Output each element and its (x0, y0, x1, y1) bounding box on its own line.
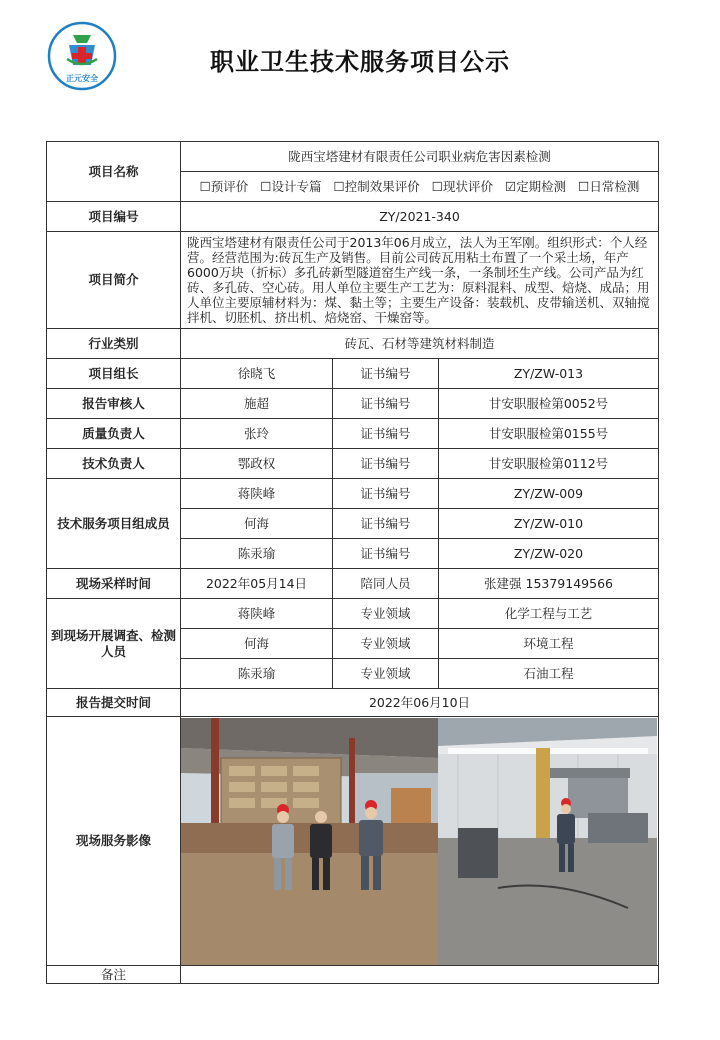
cert-number: ZY/ZW-010 (439, 509, 659, 539)
cert-number: 甘安职服检第0052号 (439, 389, 659, 419)
cert-label: 证书编号 (333, 449, 439, 479)
members-label: 技术服务项目组成员 (47, 479, 181, 569)
inspector-name: 蒋陕峰 (181, 599, 333, 629)
cert-label: 证书编号 (333, 359, 439, 389)
industry-label: 行业类别 (47, 329, 181, 359)
role-name: 徐晓飞 (181, 359, 333, 389)
project-type-checkboxes (181, 172, 659, 202)
checkbox-control-effect: ☐控制效果评价 (333, 178, 420, 194)
inspector-name: 何海 (181, 629, 333, 659)
inspector-name: 陈汞瑜 (181, 659, 333, 689)
industry-value: 砖瓦、石材等建筑材料制造 (181, 329, 659, 359)
site-photos (181, 717, 659, 966)
field-label: 专业领域 (333, 659, 439, 689)
cert-label: 证书编号 (333, 419, 439, 449)
cert-label: 证书编号 (333, 509, 439, 539)
page-title: 职业卫生技术服务项目公示 (210, 48, 510, 76)
role-label: 报告审核人 (47, 389, 181, 419)
role-name: 张玲 (181, 419, 333, 449)
field-label: 专业领域 (333, 599, 439, 629)
cert-label: 证书编号 (333, 479, 439, 509)
site-photo-workers (181, 718, 438, 965)
logo-text: 正元安全 (66, 74, 98, 83)
project-number: ZY/2021-340 (181, 202, 659, 232)
sampling-time-label: 现场采样时间 (47, 569, 181, 599)
checkbox-daily-detection: ☐日常检测 (578, 178, 640, 194)
cert-number: 甘安职服检第0112号 (439, 449, 659, 479)
companion-label: 陪同人员 (333, 569, 439, 599)
checkbox-design-chapter: ☐设计专篇 (260, 178, 322, 194)
remarks-label: 备注 (47, 966, 181, 984)
cert-number: ZY/ZW-013 (439, 359, 659, 389)
field-value: 环境工程 (439, 629, 659, 659)
cert-number: ZY/ZW-020 (439, 539, 659, 569)
sampling-date: 2022年05月14日 (181, 569, 333, 599)
site-photos-label: 现场服务影像 (47, 717, 181, 966)
cert-label: 证书编号 (333, 539, 439, 569)
project-intro: 陇西宝塔建材有限责任公司于2013年06月成立，法人为王军刚。组织形式：个人经营。经营范围为:砖瓦生产及销售。目前公司砖瓦用粘土布置了一个采土场，年产6000万块（折标）多孔砖新型隧道窑生产线一条，一条制坯生产线。公司产品为红砖、多孔砖、空心砖。用人单位主要生产工艺为：原料混料、成型、焙烧、成品；用人单位主要原辅材料为：煤、黏土等；主要生产设备：装载机、皮带输送机、双轴搅拌机、切胚机、挤出机、焙烧窑、干燥窑等。 (181, 232, 659, 329)
project-number-label: 项目编号 (47, 202, 181, 232)
cert-label: 证书编号 (333, 389, 439, 419)
field-value: 化学工程与工艺 (439, 599, 659, 629)
member-name: 陈汞瑜 (181, 539, 333, 569)
checkbox-periodic-detection: ☑定期检测 (504, 178, 567, 194)
checkbox-status-evaluation: ☐现状评价 (431, 178, 493, 194)
report-date: 2022年06月10日 (181, 689, 659, 717)
project-name: 陇西宝塔建材有限责任公司职业病危害因素检测 (181, 142, 659, 172)
cert-number: ZY/ZW-009 (439, 479, 659, 509)
project-intro-label: 项目简介 (47, 232, 181, 329)
report-time-label: 报告提交时间 (47, 689, 181, 717)
field-value: 石油工程 (439, 659, 659, 689)
project-name-label: 项目名称 (47, 142, 181, 202)
member-name: 何海 (181, 509, 333, 539)
role-label: 质量负责人 (47, 419, 181, 449)
companion-value: 张建强 15379149566 (439, 569, 659, 599)
inspectors-label: 到现场开展调查、检测人员 (47, 599, 181, 689)
role-name: 施超 (181, 389, 333, 419)
member-name: 蒋陕峰 (181, 479, 333, 509)
site-photo-machinery (438, 718, 657, 965)
checkbox-pre-evaluation: ☐预评价 (199, 178, 249, 194)
field-label: 专业领域 (333, 629, 439, 659)
role-name: 鄂政权 (181, 449, 333, 479)
project-table (46, 141, 659, 984)
cert-number: 甘安职服检第0155号 (439, 419, 659, 449)
remarks-value (181, 966, 659, 984)
role-label: 项目组长 (47, 359, 181, 389)
role-label: 技术负责人 (47, 449, 181, 479)
